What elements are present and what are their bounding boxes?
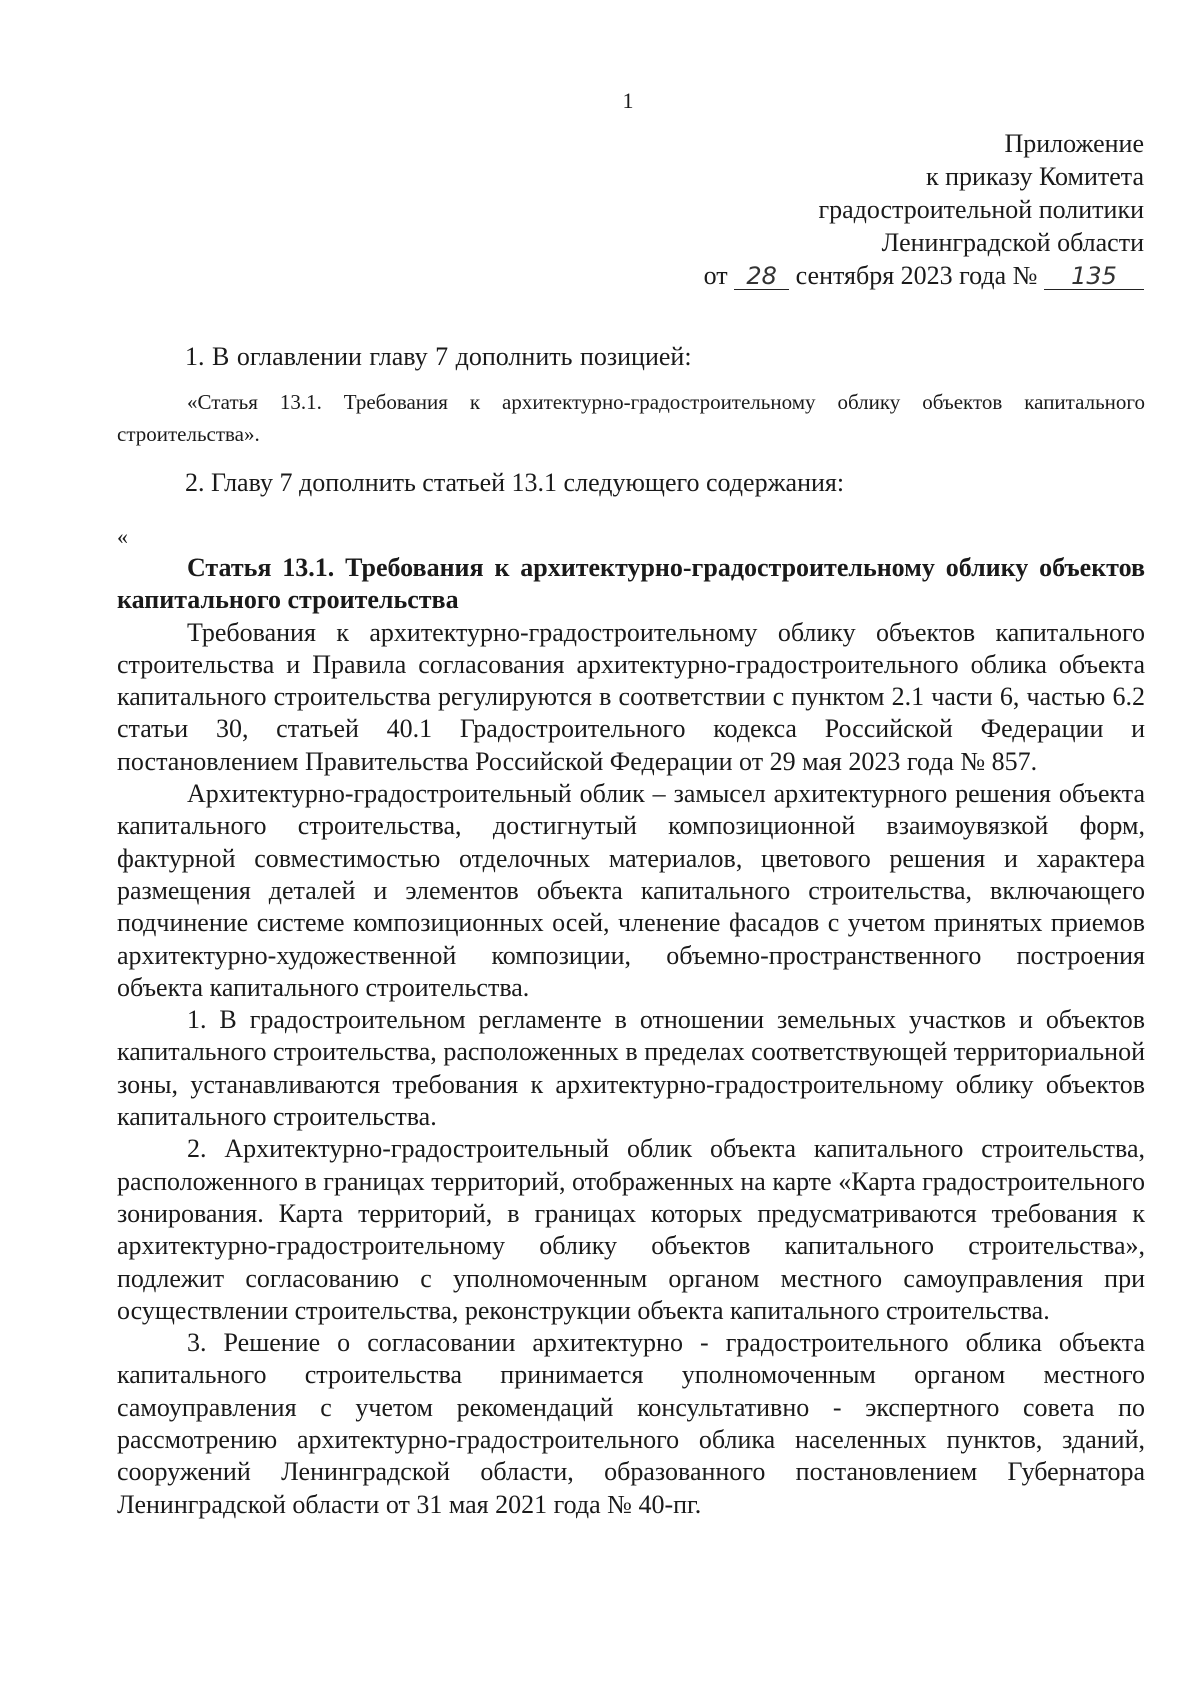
header-committee: градостроительной политики xyxy=(818,195,1144,224)
header-region: Ленинградской области xyxy=(881,228,1144,257)
item-1-quote: «Статья 13.1. Требования к архитектурно-градостроительному облику объектов капитального строительства». xyxy=(117,390,1145,446)
article-paragraph: 1. В градостроительном регламенте в отношении земельных участков и объектов капитального строительства, расположенных в пределах соответствующей территориальной зоны, устанавливаются требования к архитектурно-градостроительному облику объектов капитального строительства. xyxy=(117,1005,1145,1132)
item-2 xyxy=(117,467,1145,500)
article-title: Статья 13.1. Требования к архитектурно-градостроительному облику объектов капитального строительства xyxy=(117,553,1145,615)
page-number: 1 xyxy=(622,88,634,113)
article-13-1 xyxy=(117,552,1145,1521)
date-middle: сентября 2023 года № xyxy=(795,261,1038,290)
header-date-line xyxy=(544,259,1144,292)
handwritten-order-number: 135 xyxy=(1044,263,1144,290)
article-paragraph: 2. Архитектурно-градостроительный облик объекта капитального строительства, расположенного в границах территорий, отображенных на карте «Карта градостроительного зонирования. Карта территорий, в границах которых предусматриваются требования к архитектурно-градостроительному облику объектов капитального строительства», подлежит согласованию с уполномоченным органом местного самоуправления при осуществлении строительства, реконструкции объекта капитального строительства. xyxy=(117,1134,1145,1325)
item-2-text: 2. Главу 7 дополнить статьей 13.1 следующего содержания: xyxy=(185,468,845,497)
article-paragraph: 3. Решение о согласовании архитектурно - градостроительного облика объекта капитального строительства принимается уполномоченным органом местного самоуправления с учетом рекомендаций консультативно - экспертного совета по рассмотрению архитектурно-градостроительного облика населенных пунктов, зданий, сооружений Ленинградской области, образованного постановлением Губернатора Ленинградской области от 31 мая 2021 года № 40-пг. xyxy=(117,1328,1145,1519)
handwritten-day: 28 xyxy=(734,263,789,290)
header-order-ref: к приказу Комитета xyxy=(925,162,1144,191)
item-1 xyxy=(117,341,1145,374)
open-quote-mark: « xyxy=(117,524,128,549)
date-prefix: от xyxy=(703,261,728,290)
article-paragraph: Требования к архитектурно-градостроительному облику объектов капитального строительства и Правила согласования архитектурно-градостроительного облика объекта капитального строительства регулируются в соответствии с пунктом 2.1 части 6, частью 6.2 статьи 30, статьей 40.1 Градостроительного кодекса Российской Федерации и постановлением Правительства Российской Федерации от 29 мая 2023 года № 857. xyxy=(117,617,1145,776)
item-1-text: 1. В оглавлении главу 7 дополнить позицией: xyxy=(185,342,692,371)
article-paragraph: Архитектурно-градостроительный облик – замысел архитектурного решения объекта капитального строительства, достигнутый композиционной взаимоувязкой форм, фактурной совместимостью отделочных материалов, цветового решения и характера размещения деталей и элементов объекта капитального строительства, включающего подчинение системе композиционных осей, членение фасадов с учетом принятых приемов архитектурно-художественной композиции, объемно-пространственного построения объекта капитального строительства. xyxy=(117,779,1145,1002)
header-appendix-label: Приложение xyxy=(1004,129,1144,158)
approval-header xyxy=(544,127,1144,292)
